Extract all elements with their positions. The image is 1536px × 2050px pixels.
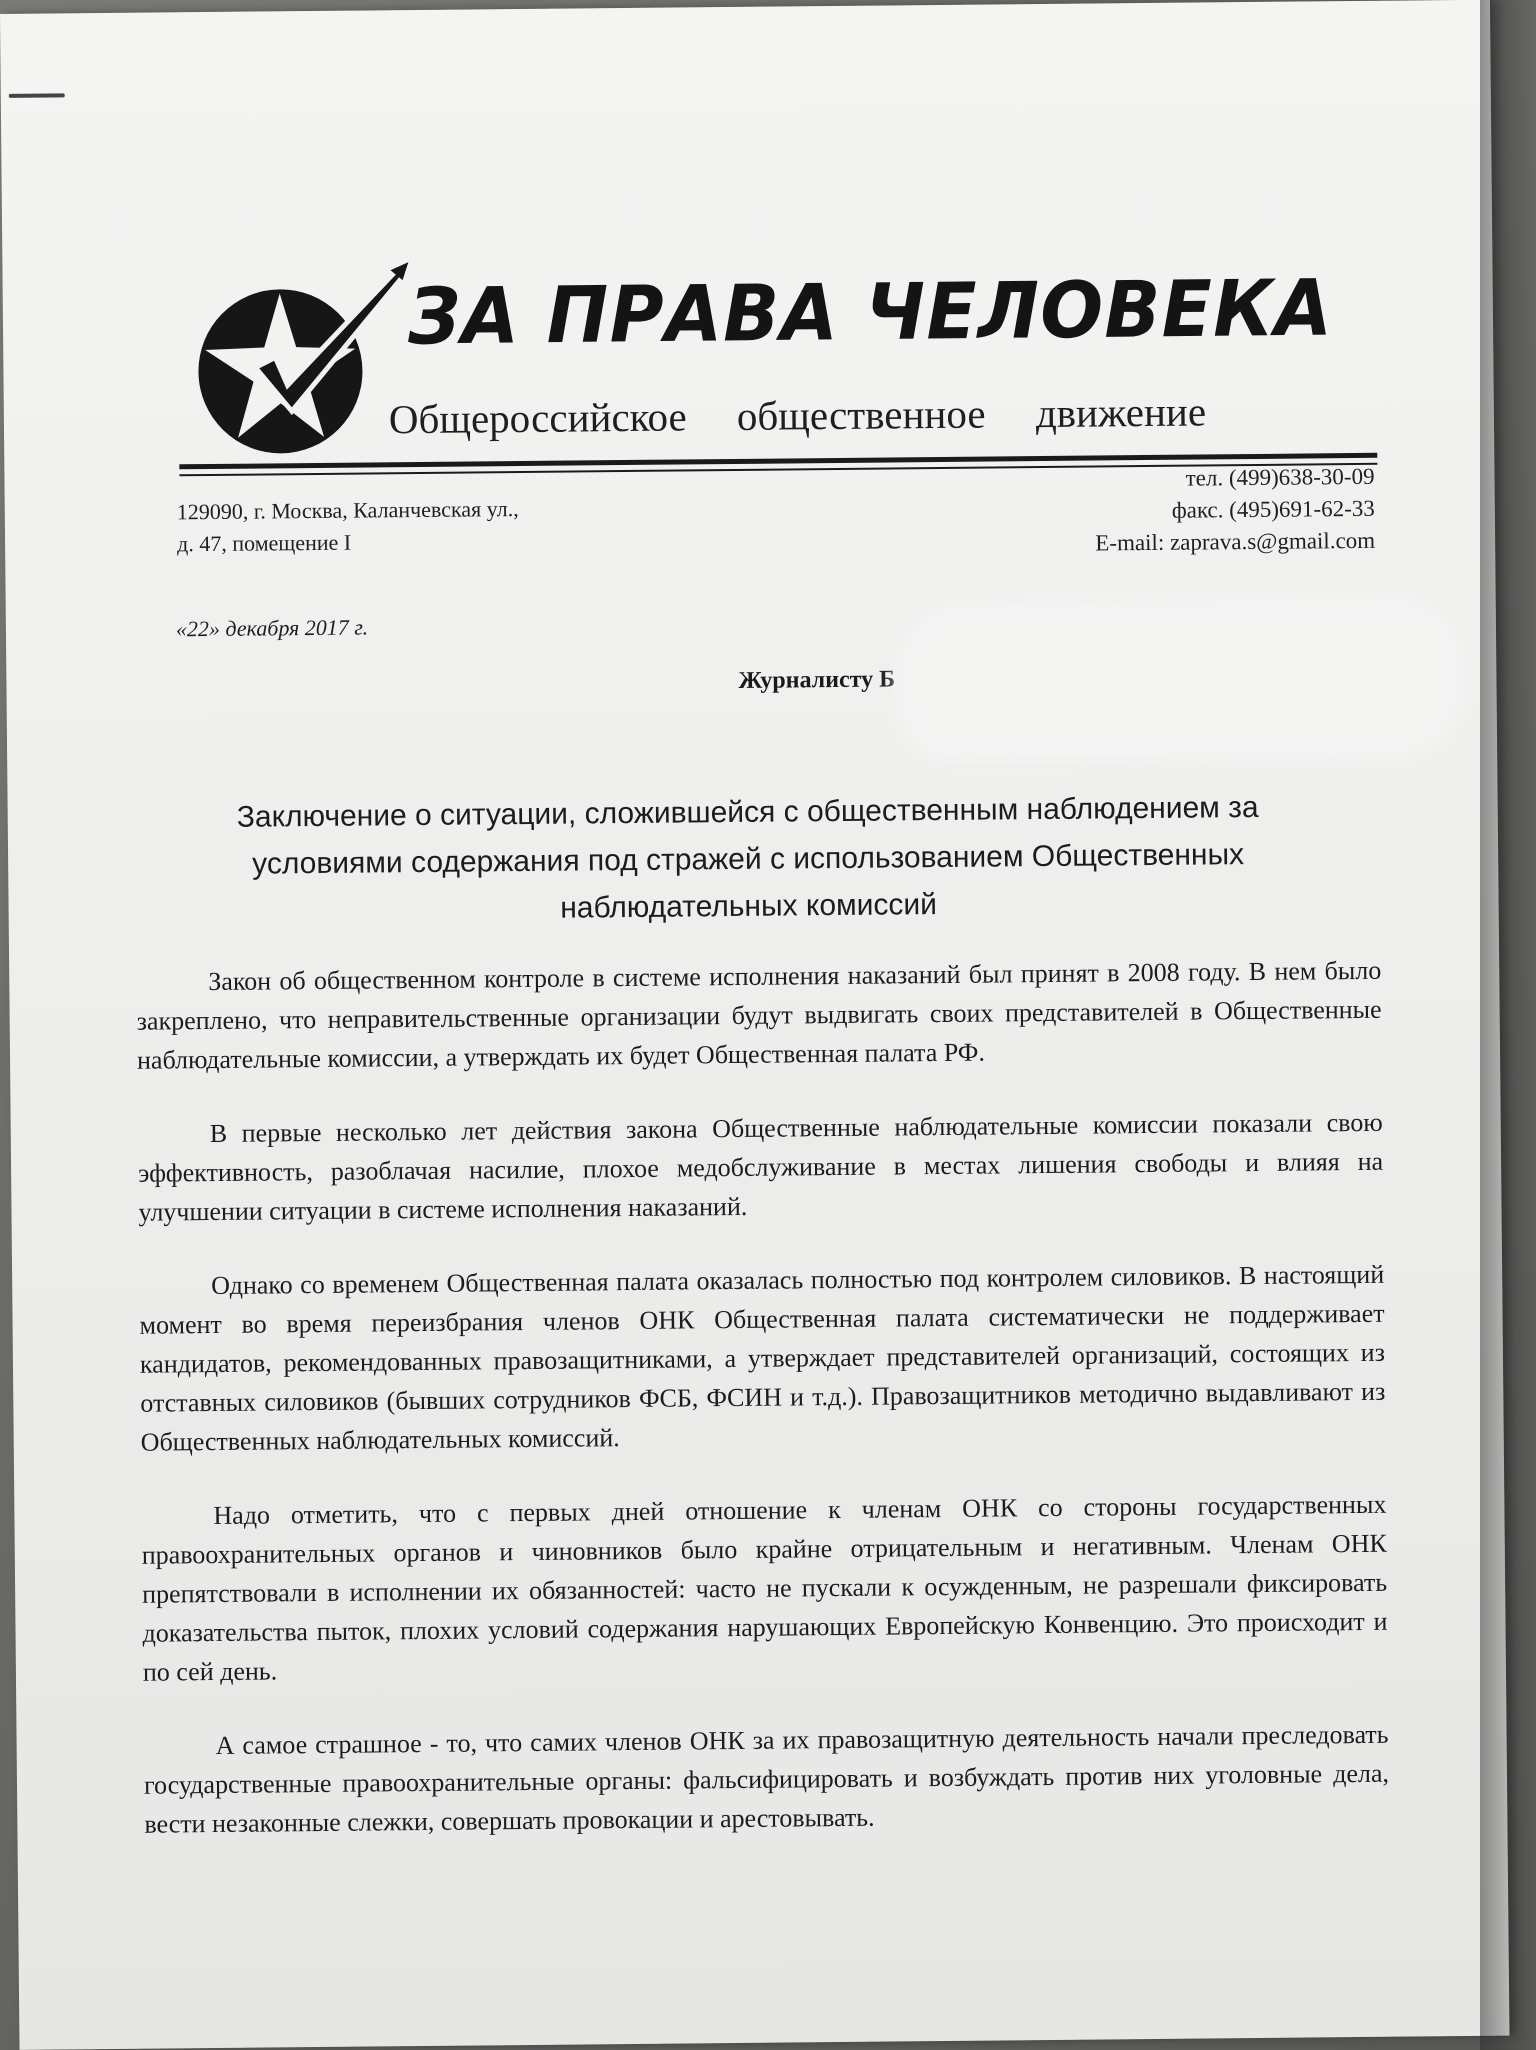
contact-details: [1095, 461, 1376, 560]
document-title: [177, 783, 1318, 935]
title-line-3: наблюдательных комиссий: [560, 888, 938, 925]
addressee: Журналисту Б: [738, 666, 896, 694]
body-paragraph-1: Закон об общественном контроле в системе исполнения наказаний был принят в 2008 году. В нем было закреплено, что неправительственные организации будут выдвигать своих представителей в Общественные наблюдательные комиссии, а утверждать их будет Общественная палата РФ.: [136, 955, 1382, 1075]
title-line-1: Заключение о ситуации, сложившейся с общественным наблюдением за: [236, 790, 1259, 834]
document-date: «22» декабря 2017 г.: [175, 614, 369, 642]
page-edge-shadow: [1480, 0, 1536, 2050]
address-line-1: 129090, г. Москва, Каланчевская ул.,: [176, 496, 519, 525]
email-address: E-mail: zaprava.s@gmail.com: [1095, 527, 1376, 556]
document-body: [136, 951, 1390, 1879]
body-paragraph-2: В первые несколько лет действия закона Общественные наблюдательные комиссии показали свою эффективность, разоблачая насилие, плохое медобслуживание в местах лишения свободы и влияя на улучшении ситуации в системе исполнения наказаний.: [137, 1107, 1384, 1227]
body-paragraph-3: Однако со временем Общественная палата оказалась полностью под контролем силовиков. В настоящий момент во время переизбрания членов ОНК Общественная палата систематически не поддерживает кандидатов, рекомендованных правозащитниками, а утверждает представителей организаций, состоящих из отставных силовиков (бывших сотрудников ФСБ, ФСИН и т.д.). Правозащитников методично выдавливают из Общественных наблюдательных комиссий.: [139, 1259, 1386, 1457]
postal-address: [177, 493, 519, 560]
body-paragraph-5: А самое страшное - то, что самих членов ОНК за их правозащитную деятельность начали преследовать государственные правоохранительные органы: фальсифицировать и возбуждать против них уголовные дела, вести незаконные слежки, совершать провокации и арестовывать.: [143, 1719, 1390, 1839]
organization-name: ЗА ПРАВА ЧЕЛОВЕКА: [407, 263, 1334, 363]
star-checkmark-emblem-icon: [194, 260, 416, 462]
organization-subtitle: Общероссийское общественное движение: [388, 388, 1207, 443]
title-line-2: условиями содержания под стражей с использованием Общественных: [252, 838, 1245, 881]
body-paragraph-4: Надо отметить, что с первых дней отношение к членам ОНК со стороны государственных правоохранительных органов и чиновников было крайне отрицательным и негативным. Членам ОНК препятствовали в исполнении их обязанностей: часто не пускали к осужденным, не разрешали фиксировать доказательства пыток, плохих условий содержания нарушающих Европейскую Конвенцию. Это происходит и по сей день.: [141, 1489, 1388, 1687]
redaction-blot: [911, 612, 1447, 747]
phone-number: тел. (499)638-30-09: [1185, 463, 1375, 491]
address-line-2: д. 47, помещение I: [176, 529, 352, 557]
fax-number: факс. (495)691-62-33: [1171, 495, 1375, 523]
staple-mark: [9, 93, 65, 98]
